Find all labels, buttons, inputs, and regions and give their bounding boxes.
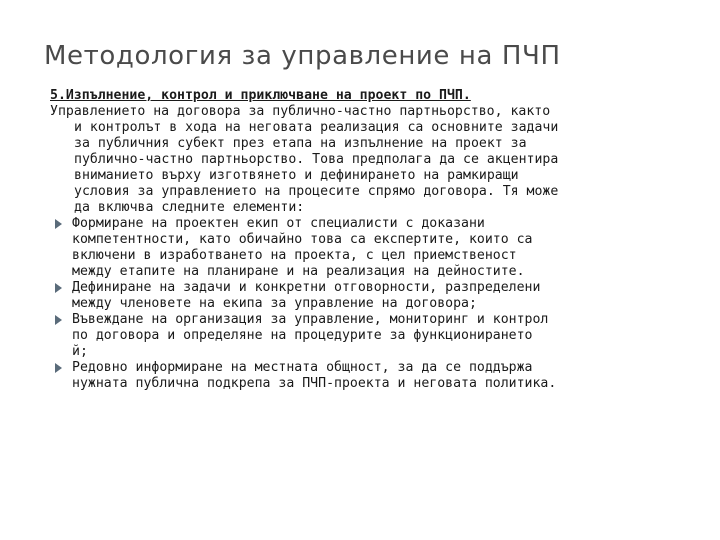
bullet-item: [50, 312, 690, 360]
intro-line: Управлението на договора за публично-частно партньорство, както: [50, 104, 551, 119]
bullet-line: Въвеждане на организация за управление, мониторинг и контрол: [72, 312, 549, 327]
bullet-item: [50, 280, 690, 312]
bullet-line: Дефиниране на задачи и конкретни отговорности, разпределени: [72, 280, 541, 295]
triangle-bullet-icon: [55, 315, 62, 325]
bullet-item: [50, 216, 690, 280]
slide-title: Методология за управление на ПЧП: [44, 41, 561, 71]
intro-line: за публичния субект през етапа на изпълнение на проект за: [74, 136, 527, 151]
slide-content: [50, 88, 690, 392]
bullet-line: Редовно информиране на местната общност, за да се поддържа: [72, 360, 533, 375]
bullet-line: й;: [72, 344, 88, 359]
section-heading: 5.Изпълнение, контрол и приключване на проект по ПЧП.: [50, 88, 471, 103]
intro-paragraph: [50, 104, 690, 216]
intro-line: да включва следните елементи:: [74, 200, 305, 215]
intro-line: условия за управлението на процесите спрямо договора. Тя може: [74, 184, 559, 199]
triangle-bullet-icon: [55, 219, 62, 229]
bullet-line: нужната публична подкрепа за ПЧП-проекта и неговата политика.: [72, 376, 557, 391]
bullet-line: по договора и определяне на процедурите за функционирането: [72, 328, 533, 343]
intro-line: вниманието върху изготвянето и дефинирането на рамкиращи: [74, 168, 519, 183]
bullet-line: между членовете на екипа за управление на договора;: [72, 296, 477, 311]
bullet-line: Формиране на проектен екип от специалисти с доказани: [72, 216, 485, 231]
bullet-item: [50, 360, 690, 392]
bullet-line: компетентности, като обичайно това са експертите, които са: [72, 232, 533, 247]
triangle-bullet-icon: [55, 283, 62, 293]
bullet-line: между етапите на планиране и на реализация на дейностите.: [72, 264, 525, 279]
intro-line: и контролът в хода на неговата реализация са основните задачи: [74, 120, 559, 135]
bullet-list: [50, 216, 690, 392]
triangle-bullet-icon: [55, 363, 62, 373]
intro-line: публично-частно партньорство. Това предполага да се акцентира: [74, 152, 559, 167]
bullet-line: включени в изработването на проекта, с цел приемственост: [72, 248, 517, 263]
